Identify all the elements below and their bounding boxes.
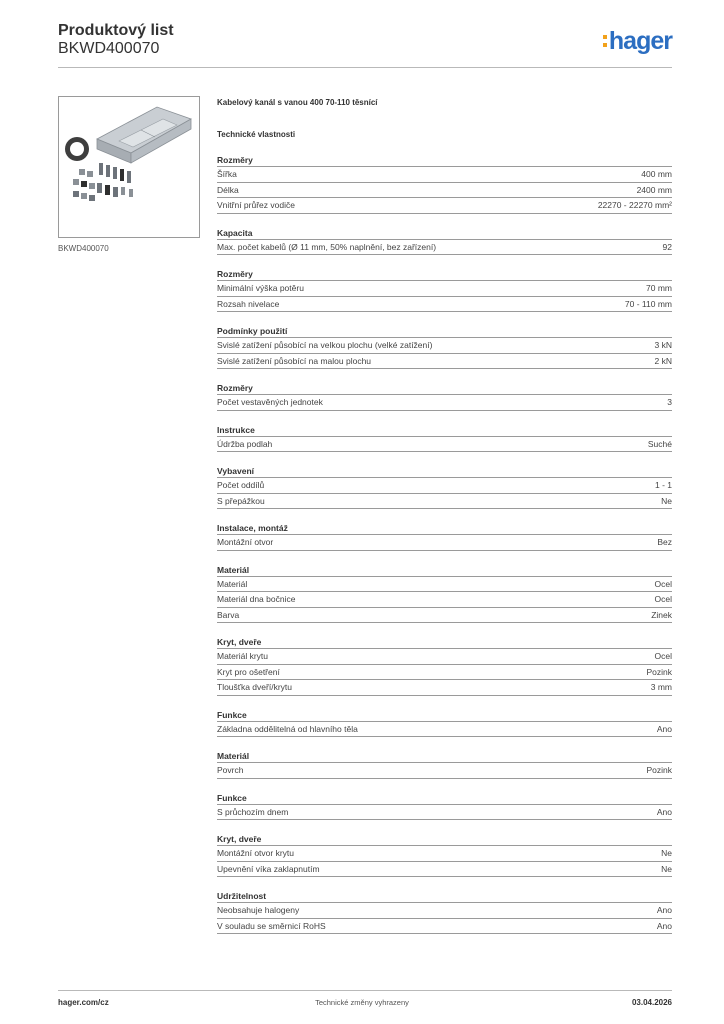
spec-row <box>217 680 672 696</box>
spec-label: Materiál krytu <box>217 651 269 662</box>
page-title: Produktový list <box>58 22 174 39</box>
spec-row <box>217 297 672 313</box>
footer-divider <box>58 990 672 991</box>
spec-label: Počet vestavěných jednotek <box>217 397 323 408</box>
spec-row <box>217 338 672 354</box>
spec-row <box>217 763 672 779</box>
section-title: Materiál <box>217 565 672 577</box>
spec-value: Zinek <box>651 609 672 620</box>
spec-value: 1 - 1 <box>654 480 672 491</box>
spec-label: Šířka <box>217 169 237 180</box>
spec-label: Neobsahuje halogeny <box>217 905 300 916</box>
spec-value: Suché <box>647 438 672 449</box>
spec-section <box>217 228 672 256</box>
spec-value: Ocel <box>654 651 672 662</box>
footer-date: 03.04.2026 <box>631 998 672 1007</box>
spec-label: Upevnění víka zaklapnutím <box>217 863 320 874</box>
section-title: Materiál <box>217 751 672 763</box>
spec-row <box>217 395 672 411</box>
product-image <box>58 96 200 238</box>
spec-row <box>217 437 672 453</box>
spec-row <box>217 577 672 593</box>
spec-label: Montážní otvor <box>217 537 274 548</box>
spec-row <box>217 903 672 919</box>
spec-value: Pozink <box>646 666 672 677</box>
spec-label: S přepážkou <box>217 495 265 506</box>
section-title: Instalace, montáž <box>217 523 672 535</box>
section-title: Kryt, dveře <box>217 834 672 846</box>
spec-value: 92 <box>662 241 672 252</box>
spec-sections <box>217 155 672 934</box>
spec-value: 3 kN <box>654 340 672 351</box>
section-title: Funkce <box>217 710 672 722</box>
spec-label: Počet oddílů <box>217 480 265 491</box>
spec-value: Ne <box>661 848 672 859</box>
spec-value: 22270 - 22270 mm² <box>597 200 672 211</box>
spec-section <box>217 425 672 453</box>
image-caption: BKWD400070 <box>58 244 109 253</box>
spec-value: 3 mm <box>650 682 672 693</box>
section-title: Rozměry <box>217 155 672 167</box>
spec-label: Délka <box>217 184 239 195</box>
section-title: Vybavení <box>217 466 672 478</box>
spec-section <box>217 793 672 821</box>
spec-label: Minimální výška potěru <box>217 283 304 294</box>
spec-label: Barva <box>217 609 240 620</box>
spec-value: 2 kN <box>654 355 672 366</box>
spec-row <box>217 183 672 199</box>
spec-label: Základna oddělitelná od hlavního těla <box>217 723 358 734</box>
spec-row <box>217 198 672 214</box>
spec-label: Max. počet kabelů (Ø 11 mm, 50% naplnění, bez zařízení) <box>217 241 437 252</box>
spec-row <box>217 478 672 494</box>
spec-row <box>217 846 672 862</box>
spec-row <box>217 592 672 608</box>
spec-section <box>217 269 672 312</box>
spec-row <box>217 608 672 624</box>
spec-row <box>217 862 672 878</box>
spec-value: Ocel <box>654 578 672 589</box>
section-title: Kapacita <box>217 228 672 240</box>
spec-label: Svislé zatížení působící na velkou plochu (velké zatížení) <box>217 340 433 351</box>
spec-section <box>217 155 672 214</box>
spec-value: 2400 mm <box>636 184 672 195</box>
spec-row <box>217 919 672 935</box>
spec-value: 70 - 110 mm <box>624 298 672 309</box>
spec-row <box>217 805 672 821</box>
hager-logo[interactable] <box>603 26 672 56</box>
spec-value: Ano <box>656 723 672 734</box>
product-name: Kabelový kanál s vanou 400 70-110 těsnící <box>217 98 378 107</box>
spec-label: Montážní otvor krytu <box>217 848 295 859</box>
section-title: Podmínky použití <box>217 326 672 338</box>
spec-label: Rozsah nivelace <box>217 298 280 309</box>
section-title: Instrukce <box>217 425 672 437</box>
spec-value: Bez <box>657 537 672 548</box>
spec-label: Materiál <box>217 578 248 589</box>
spec-section <box>217 565 672 624</box>
spec-label: V souladu se směrnicí RoHS <box>217 920 326 931</box>
section-title: Kryt, dveře <box>217 637 672 649</box>
spec-row <box>217 167 672 183</box>
section-title: Rozměry <box>217 269 672 281</box>
spec-row <box>217 494 672 510</box>
spec-section <box>217 710 672 738</box>
spec-section <box>217 751 672 779</box>
spec-label: Údržba podlah <box>217 438 273 449</box>
footer-website-link[interactable]: hager.com/cz <box>58 998 109 1007</box>
logo-dots-icon <box>603 35 607 47</box>
spec-label: Materiál dna bočnice <box>217 594 296 605</box>
spec-value: 400 mm <box>641 169 672 180</box>
spec-value: Ano <box>656 920 672 931</box>
section-title: Funkce <box>217 793 672 805</box>
spec-section <box>217 523 672 551</box>
spec-section <box>217 834 672 877</box>
tech-properties-heading: Technické vlastnosti <box>217 130 296 139</box>
spec-row <box>217 535 672 551</box>
logo-text: hager <box>608 26 672 55</box>
spec-row <box>217 649 672 665</box>
spec-value: Ano <box>656 806 672 817</box>
spec-value: Ano <box>656 905 672 916</box>
section-title: Rozměry <box>217 383 672 395</box>
spec-section <box>217 383 672 411</box>
spec-value: Ne <box>661 863 672 874</box>
spec-label: Tloušťka dveří/krytu <box>217 682 292 693</box>
spec-label: S průchozím dnem <box>217 806 289 817</box>
spec-section <box>217 326 672 369</box>
spec-section <box>217 891 672 934</box>
spec-value: Ne <box>661 495 672 506</box>
spec-value: 3 <box>667 397 672 408</box>
spec-label: Vnitřní průřez vodiče <box>217 200 295 211</box>
spec-section <box>217 637 672 696</box>
spec-row <box>217 665 672 681</box>
footer-disclaimer: Technické změny vyhrazeny <box>315 998 409 1007</box>
product-code: BKWD400070 <box>58 40 160 57</box>
spec-label: Svislé zatížení působící na malou plochu <box>217 355 372 366</box>
spec-row <box>217 281 672 297</box>
spec-section <box>217 466 672 509</box>
spec-row <box>217 722 672 738</box>
header-divider <box>58 67 672 68</box>
cable-duct-illustration <box>59 97 199 237</box>
spec-label: Povrch <box>217 765 244 776</box>
spec-row <box>217 354 672 370</box>
spec-content <box>217 97 672 934</box>
spec-row <box>217 240 672 256</box>
section-title: Udržitelnost <box>217 891 672 903</box>
spec-value: Pozink <box>646 765 672 776</box>
spec-label: Kryt pro ošetření <box>217 666 280 677</box>
spec-value: Ocel <box>654 594 672 605</box>
spec-value: 70 mm <box>646 283 672 294</box>
